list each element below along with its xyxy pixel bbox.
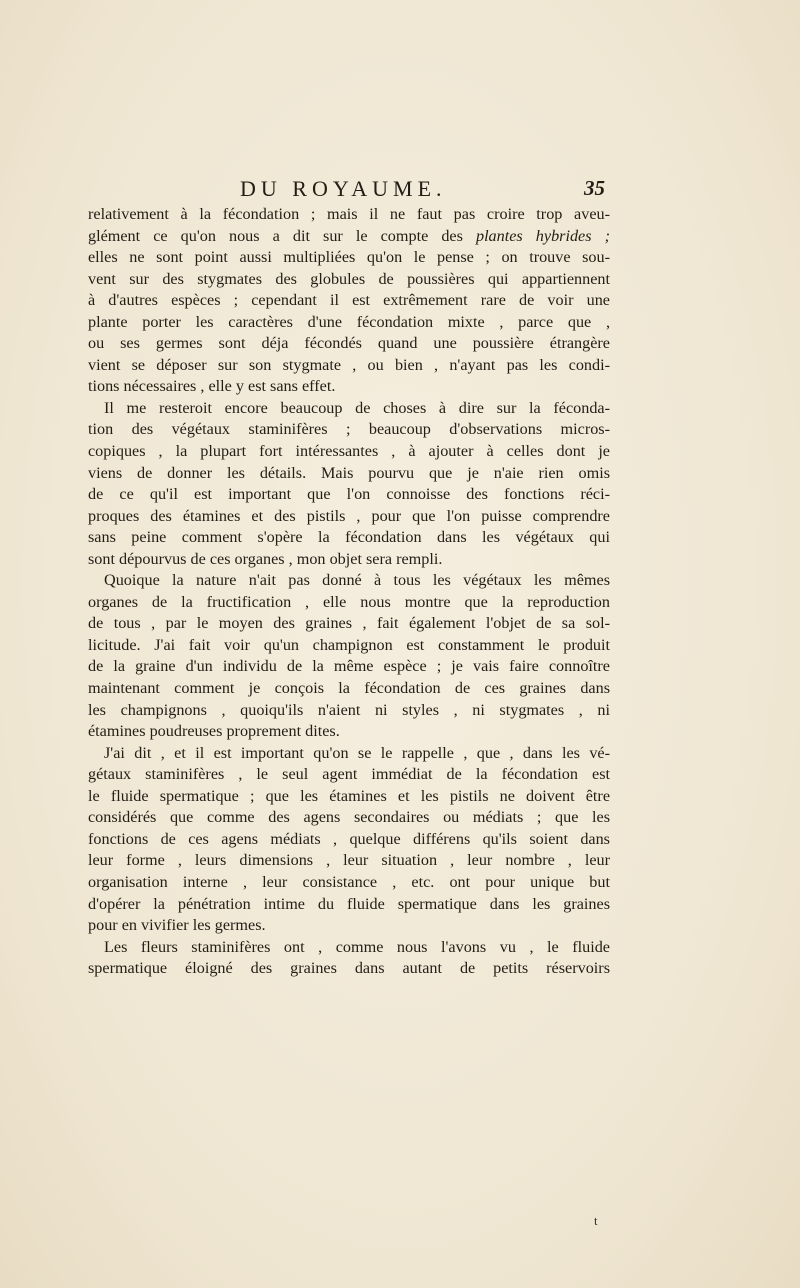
text-line — [88, 549, 610, 571]
text-line-content: les champignons , quoiqu'ils n'aient ni styles , ni stygmates , ni — [88, 700, 610, 719]
text-line-content: Il me resteroit encore beaucoup de choses à dire sur la féconda- — [104, 398, 610, 417]
text-line — [88, 743, 610, 765]
text-line-content: étamines poudreuses proprement dites. — [88, 722, 340, 741]
text-line — [88, 398, 610, 420]
running-title: DU ROYAUME. — [240, 176, 447, 201]
text-line-content: J'ai dit , et il est important qu'on se le rappelle , que , dans les vé- — [104, 743, 610, 762]
body-text — [88, 204, 610, 980]
text-line-content: de tous , par le moyen des graines , fait également l'objet de sa sol- — [88, 614, 610, 633]
italic-term: plantes hybrides ; — [475, 226, 610, 245]
text-line — [88, 484, 610, 506]
text-line — [88, 312, 610, 334]
text-line-content: d'opérer la pénétration intime du fluide spermatique dans les graines — [88, 894, 610, 913]
text-line — [88, 269, 610, 291]
text-line — [88, 807, 610, 829]
text-line-content: licitude. J'ai fait voir qu'un champignon est constamment le produit — [88, 635, 610, 654]
text-line-content: vent sur des stygmates des globules de poussières qui appartiennent — [88, 269, 610, 288]
text-line — [88, 592, 610, 614]
text-line-content: Les fleurs staminifères ont , comme nous l'avons vu , le fluide — [104, 937, 610, 956]
text-line-content: elles ne sont point aussi multipliées qu'on le pense ; on trouve sou- — [88, 248, 610, 267]
text-line — [88, 786, 610, 808]
text-line-content: de la graine d'un individu de la même espèce ; je vais faire connoître — [88, 657, 610, 676]
text-line-content: viens de donner les détails. Mais pourvu que je n'aie rien omis — [88, 463, 610, 482]
text-line — [88, 721, 610, 743]
text-line — [88, 463, 610, 485]
text-line-content: à d'autres espèces ; cependant il est extrêmement rare de voir une — [88, 291, 610, 310]
text-line-content: de ce qu'il est important que l'on connoisse des fonctions réci- — [88, 485, 610, 504]
text-line-content: tion des végétaux staminifères ; beaucoup d'observations micros- — [88, 420, 610, 439]
text-line — [88, 764, 610, 786]
text-line-content: fonctions de ces agens médiats , quelque différens qu'ils soient dans — [88, 829, 610, 848]
page-number: 35 — [584, 176, 605, 200]
text-line-content: gétaux staminifères , le seul agent immédiat de la fécondation est — [88, 765, 610, 784]
text-line — [88, 894, 610, 916]
text-line-content: Quoique la nature n'ait pas donné à tous les végétaux les mêmes — [104, 571, 610, 590]
text-line-content: le fluide spermatique ; que les étamines et les pistils ne doivent être — [88, 786, 610, 805]
text-line-content: vient se déposer sur son stygmate , ou bien , n'ayant pas les condi- — [88, 355, 610, 374]
text-line — [88, 204, 610, 226]
text-line-content: glément ce qu'on nous a dit sur le compte des — [88, 226, 476, 245]
text-line-content: organisation interne , leur consistance , etc. ont pour unique but — [88, 872, 610, 891]
text-line — [88, 829, 610, 851]
text-line-content: sont dépourvus de ces organes , mon objet sera rempli. — [88, 549, 443, 568]
text-line-content: sans peine comment s'opère la fécondation dans les végétaux qui — [88, 528, 610, 547]
text-line — [88, 506, 610, 528]
text-line — [88, 700, 610, 722]
text-line — [88, 915, 610, 937]
text-line — [88, 419, 610, 441]
text-line — [88, 333, 610, 355]
text-line — [88, 937, 610, 959]
text-line — [88, 656, 610, 678]
text-line-content: tions nécessaires , elle y est sans effet. — [88, 377, 336, 396]
text-line — [88, 613, 610, 635]
text-line-content: ou ses germes sont déja fécondés quand une poussière étrangère — [88, 334, 610, 353]
text-line-content: copiques , la plupart fort intéressantes , à ajouter à celles dont je — [88, 442, 610, 461]
text-line-content: organes de la fructification , elle nous montre que la reproduction — [88, 592, 610, 611]
text-line — [88, 678, 610, 700]
text-line-content: leur forme , leurs dimensions , leur situation , leur nombre , leur — [88, 851, 610, 870]
text-line-content: pour en vivifier les germes. — [88, 916, 266, 935]
text-line — [88, 635, 610, 657]
text-line — [88, 290, 610, 312]
text-line-content: considérés que comme des agens secondaires ou médiats ; que les — [88, 808, 610, 827]
text-line — [88, 570, 610, 592]
text-line — [88, 958, 610, 980]
signature-mark: t — [594, 1213, 598, 1228]
text-line — [88, 850, 610, 872]
text-line — [88, 527, 610, 549]
text-line-content: maintenant comment je conçois la fécondation de ces graines dans — [88, 679, 610, 698]
text-line — [88, 376, 610, 398]
text-line — [88, 872, 610, 894]
text-line — [88, 355, 610, 377]
text-line — [88, 226, 610, 248]
text-line-content: plante porter les caractères d'une fécondation mixte , parce que , — [88, 312, 610, 331]
text-line — [88, 247, 610, 269]
text-line — [88, 441, 610, 463]
text-line-content: spermatique éloigné des graines dans autant de petits réservoirs — [88, 959, 610, 978]
text-line-content: relativement à la fécondation ; mais il ne faut pas croire trop aveu- — [88, 205, 610, 223]
text-line-content: proques des étamines et des pistils , pour que l'on puisse comprendre — [88, 506, 610, 525]
